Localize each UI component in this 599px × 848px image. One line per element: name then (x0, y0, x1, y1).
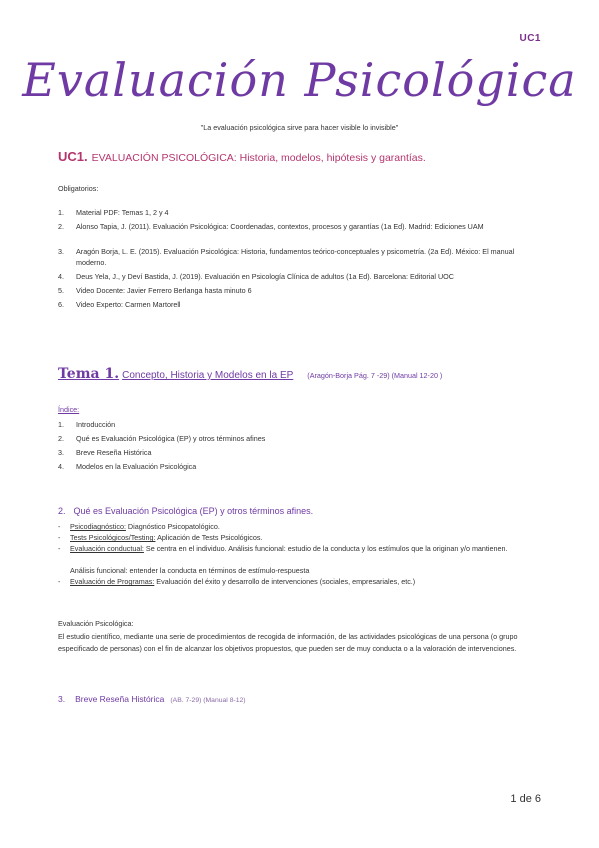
bullet-item (58, 565, 540, 576)
list-item-number: 2. (58, 222, 64, 231)
list-item-number: 4. (58, 272, 64, 281)
list-item (58, 419, 546, 433)
title-quote: "La evaluación psicológica sirve para hacer visible lo invisible" (200, 123, 399, 132)
bullet-term: Psicodiagnóstico: (70, 522, 126, 531)
list-item (58, 433, 546, 447)
list-item-number: 3. (58, 247, 64, 256)
list-item-number: 6. (58, 300, 64, 309)
list-item (58, 207, 546, 221)
obligatorios-label: Obligatorios: (58, 184, 99, 193)
indice-list (58, 419, 546, 475)
list-item (58, 461, 546, 475)
list-item-number: 2. (58, 434, 64, 443)
section-2-bullets (58, 521, 540, 587)
section-3-heading (58, 694, 246, 704)
page-number: 1 de 6 (510, 793, 541, 805)
list-item-number: 3. (58, 448, 64, 457)
list-item-number: 4. (58, 462, 64, 471)
list-item (58, 299, 546, 313)
list-item-text: Qué es Evaluación Psicológica (EP) y otros términos afines (76, 434, 266, 443)
list-item-number: 5. (58, 286, 64, 295)
list-item-number: 1. (58, 208, 64, 217)
list-item (58, 285, 546, 299)
bullet-dash: - (58, 577, 61, 586)
unit-title: EVALUACIÓN PSICOLÓGICA: Historia, modelos, hipótesis y garantías. (91, 152, 426, 164)
tema-title: Concepto, Historia y Modelos en la EP (122, 370, 294, 381)
tema-references: (Aragón-Borja Pág. 7 -29) (Manual 12-20 ) (307, 371, 443, 380)
unit-code: UC1. (58, 149, 88, 164)
bullet-item (58, 532, 540, 543)
list-item-number: 1. (58, 420, 64, 429)
ep-definition-text: El estudio científico, mediante una serie de procedimientos de recogida de información, de las actividades psicológicas de una persona (o grupo especificado de personas) con el fin de alcanzar los objetivos propuestos, que pueden ser de muy conducta o a la valoración de intervenciones. (58, 632, 518, 653)
list-item-text: Modelos en la Evaluación Psicológica (76, 462, 197, 471)
bullet-text: Evaluación del éxito y desarrollo de intervenciones (sociales, empresariales, etc.) (154, 577, 416, 586)
bullet-text: Diagnóstico Psicopatológico. (125, 522, 220, 531)
bullet-text: Aplicación de Tests Psicológicos. (155, 533, 263, 542)
bullet-dash: - (58, 544, 61, 553)
bullet-dash: - (58, 522, 61, 531)
list-item (58, 447, 546, 461)
section-2-title: Qué es Evaluación Psicológica (EP) y otros términos afines. (73, 506, 314, 516)
list-item-text: Breve Reseña Histórica (76, 448, 152, 457)
list-item-text: Introducción (76, 420, 116, 429)
list-item (58, 271, 546, 285)
list-item-text: Video Docente: Javier Ferrero Berlanga hasta minuto 6 (76, 286, 252, 295)
list-item (58, 246, 546, 271)
section-3-number: 3. (58, 694, 66, 704)
section-2-heading (58, 506, 313, 516)
list-item-text: Material PDF: Temas 1, 2 y 4 (76, 208, 169, 217)
bullet-continuation: Análisis funcional: entender la conducta en términos de estímulo-respuesta (70, 566, 310, 575)
section-2-number: 2. (58, 506, 66, 516)
section-3-references: (AB. 7-29) (Manual 8-12) (170, 697, 246, 704)
list-item-text: Alonso Tapia, J. (2011). Evaluación Psicológica: Coordenadas, contextos, procesos y garantías (1a Ed). Madrid: Ediciones UAM (76, 222, 484, 231)
bullet-dash: - (58, 533, 61, 542)
unit-tag: UC1 (519, 33, 541, 44)
indice-label: Índice: (58, 405, 80, 414)
bullet-term: Evaluación de Programas: (70, 577, 155, 586)
document-title: Evaluación Psicológica (22, 53, 577, 107)
bullet-term: Tests Psicológicos/Testing: (70, 533, 156, 542)
tema-heading (58, 365, 442, 383)
list-item (58, 221, 546, 246)
bullet-item (58, 543, 540, 565)
section-3-title: Breve Reseña Histórica (75, 694, 165, 704)
list-item-text: Aragón Borja, L. E. (2015). Evaluación Psicológica: Historia, fundamentos teórico-conceptuales y psicometría. (2a Ed). México: El manual moderno. (76, 247, 515, 267)
list-item-text: Deus Yela, J., y Deví Bastida, J. (2019). Evaluación en Psicología Clínica de adultos (1a Ed). Barcelona: Editorial UOC (76, 272, 454, 281)
unit-heading (58, 148, 426, 166)
list-item-text: Video Experto: Carmen Martorell (76, 300, 181, 309)
bullet-term: Evaluación conductual: (70, 544, 144, 553)
obligatorios-list (58, 207, 546, 313)
bullet-item (58, 576, 540, 587)
ep-definition-label: Evaluación Psicológica: (58, 619, 134, 628)
bullet-text: Se centra en el individuo. Análisis funcional: estudio de la conducta y los estímulos que la originan y/o mantienen. (143, 544, 508, 553)
bullet-item (58, 521, 540, 532)
tema-label: Tema 1. (58, 366, 120, 382)
